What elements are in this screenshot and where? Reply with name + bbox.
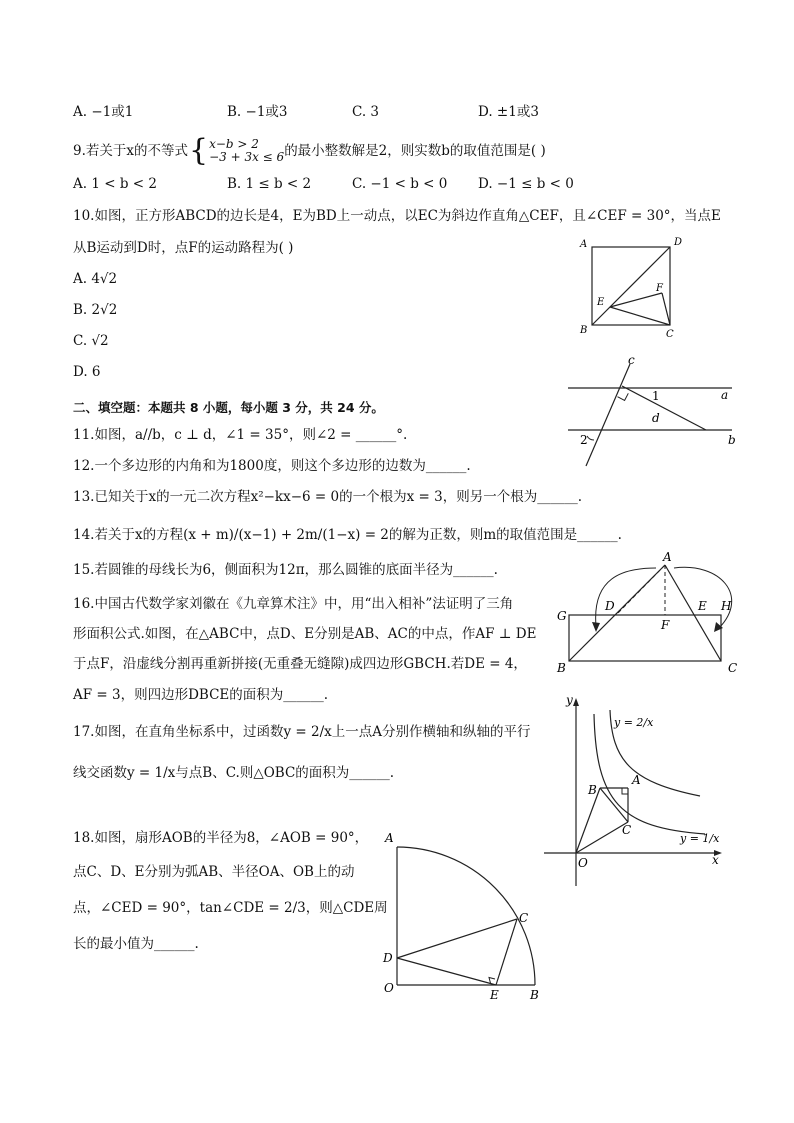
q18-label-a: A	[385, 831, 394, 845]
q16-line3: 于点F，沿虚线分割再重新拼接(无重叠无缝隙)成四边形GBCH.若DE = 4，	[73, 656, 527, 672]
q16-label-c: C	[728, 661, 738, 675]
q9-option-b: B. 1 ≤ b < 2	[227, 176, 312, 192]
q9-system-line2: −3 + 3x ≤ 6	[209, 150, 285, 164]
q10-square-figure	[570, 235, 700, 345]
q11-label-d: d	[652, 411, 660, 425]
q16-label-f: F	[661, 618, 670, 632]
q9-system-line1: x−b > 2	[209, 137, 259, 151]
q18-label-c: C	[519, 911, 529, 925]
q16-arrow-left	[596, 568, 656, 626]
q16-arrow-right	[674, 567, 732, 628]
q18-label-o: O	[384, 981, 394, 995]
q18-arc-ab	[397, 847, 535, 985]
q11-stem: 11.如图，a//b，c ⊥ d，∠1 = 35°，则∠2 = ______°.	[73, 427, 408, 443]
q16-label-e: E	[698, 599, 707, 613]
q8-option-a: A. −1或1	[73, 104, 134, 120]
q18-segment-ec	[496, 919, 517, 985]
q9-suffix: 的最小整数解是2，则实数b的取值范围是( )	[284, 143, 546, 159]
q11-label-b: b	[728, 433, 736, 447]
q16-line4: AF = 3，则四边形DBCE的面积为______.	[73, 687, 329, 703]
q11-right-angle-mark	[618, 393, 629, 400]
q10-option-a: A. 4√2	[73, 271, 118, 287]
q11-label-1: 1	[652, 389, 660, 403]
q17-label-o: O	[578, 856, 588, 870]
q16-line-ac	[665, 565, 721, 661]
q17-line1: 17.如图，在直角坐标系中，过函数y = 2/x上一点A分别作横轴和纵轴的平行	[73, 724, 531, 740]
q10-label-e: E	[597, 297, 605, 308]
q17-label-curve-2: y = 2/x	[614, 716, 654, 729]
q11-label-c: c	[628, 353, 635, 367]
q9-prefix: 9.若关于x的不等式	[73, 143, 188, 159]
section-2-title: 二、填空题：本题共 8 小题，每小题 3 分，共 24 分。	[73, 400, 384, 415]
q17-label-c: C	[622, 823, 632, 837]
q9-brace: {	[189, 133, 209, 168]
q18-right-angle-mark	[489, 978, 495, 984]
q16-line1: 16.中国古代数学家刘徽在《九章算术注》中，用“出入相补”法证明了三角	[73, 596, 514, 612]
q18-line4: 长的最小值为______.	[73, 936, 199, 952]
q10-label-c: C	[666, 329, 674, 340]
q10-label-a: A	[580, 239, 588, 250]
q16-label-g: G	[557, 609, 567, 623]
q16-label-h: H	[721, 599, 732, 613]
q17-label-x: x	[712, 853, 719, 867]
q18-label-e: E	[490, 988, 499, 1002]
q17-segment-oc	[576, 822, 628, 853]
q18-line1: 18.如图，扇形AOB的半径为8，∠AOB = 90°，	[73, 830, 369, 846]
q17-label-b: B	[588, 783, 597, 797]
q16-line-ab	[569, 565, 665, 661]
q8-option-d: D. ±1或3	[478, 104, 539, 120]
q9-stem	[73, 133, 546, 168]
q16-label-d: D	[605, 599, 615, 613]
q17-segment-bc	[600, 788, 628, 822]
q10-option-d: D. 6	[73, 364, 101, 380]
q10-segment-ec	[610, 307, 670, 325]
q17-line2: 线交函数y = 1/x与点B、C.则△OBC的面积为______.	[73, 765, 395, 781]
q15-stem: 15.若圆锥的母线长为6，侧面积为12π，那么圆锥的底面半径为______.	[73, 562, 498, 578]
q17-label-y: y	[566, 693, 573, 707]
q18-sector-figure	[380, 826, 550, 1006]
q17-curve-1-over-x	[594, 714, 705, 834]
q17-segment-ob	[576, 788, 600, 853]
q9-option-c: C. −1 < b < 0	[352, 176, 448, 192]
q11-label-2: 2	[580, 433, 588, 447]
q10-segment-fc	[662, 293, 670, 325]
q8-option-b: B. −1或3	[227, 104, 288, 120]
q13-stem: 13.已知关于x的一元二次方程x²−kx−6 = 0的一个根为x = 3，则另一个根为______.	[73, 489, 582, 505]
q11-angle2-arc	[587, 436, 594, 440]
q8-option-c: C. 3	[352, 104, 380, 120]
q17-label-curve-1: y = 1/x	[680, 832, 720, 845]
q16-arrow-right-head	[714, 622, 723, 632]
q16-line2: 形面积公式.如图，在△ABC中，点D、E分别是AB、AC的中点，作AF ⊥ DE	[73, 626, 537, 642]
q11-parallel-lines-figure	[560, 352, 750, 470]
q9-system	[209, 138, 284, 164]
q17-y-axis-arrow	[573, 698, 579, 706]
q17-right-angle-mark	[622, 788, 628, 794]
q10-option-c: C. √2	[73, 333, 109, 349]
q18-segment-dc	[397, 919, 517, 958]
q18-line2: 点C、D、E分别为弧AB、半径OA、OB上的动	[73, 864, 355, 880]
q17-label-a: A	[632, 773, 641, 787]
q10-label-f: F	[656, 283, 663, 294]
q10-label-b: B	[580, 325, 588, 336]
q16-label-a: A	[663, 550, 672, 564]
q18-segment-de	[397, 958, 496, 985]
q18-label-b: B	[530, 988, 539, 1002]
q16-triangle-figure	[552, 548, 752, 678]
q10-option-b: B. 2√2	[73, 302, 118, 318]
q11-line-c	[586, 364, 630, 466]
q18-line3: 点，∠CED = 90°，tan∠CDE = 2/3，则△CDE周	[73, 900, 388, 916]
q18-label-d: D	[383, 951, 393, 965]
q11-line-d	[622, 386, 706, 430]
q14-stem: 14.若关于x的方程(x + m)/(x−1) + 2m/(1−x) = 2的解为正数，则m的取值范围是______.	[73, 527, 622, 543]
q12-stem: 12.一个多边形的内角和为1800度，则这个多边形的边数为______.	[73, 458, 471, 474]
q10-line1: 10.如图，正方形ABCD的边长是4，E为BD上一动点，以EC为斜边作直角△CEF，且∠CEF = 30°，当点E	[73, 208, 721, 224]
q9-option-d: D. −1 ≤ b < 0	[478, 176, 574, 192]
q10-label-d: D	[674, 237, 683, 248]
q16-label-b: B	[557, 661, 566, 675]
q9-option-a: A. 1 < b < 2	[73, 176, 157, 192]
q17-coordinate-figure	[540, 690, 752, 890]
q10-line2: 从B运动到D时，点F的运动路程为( )	[73, 240, 294, 256]
q11-label-a: a	[721, 388, 729, 402]
